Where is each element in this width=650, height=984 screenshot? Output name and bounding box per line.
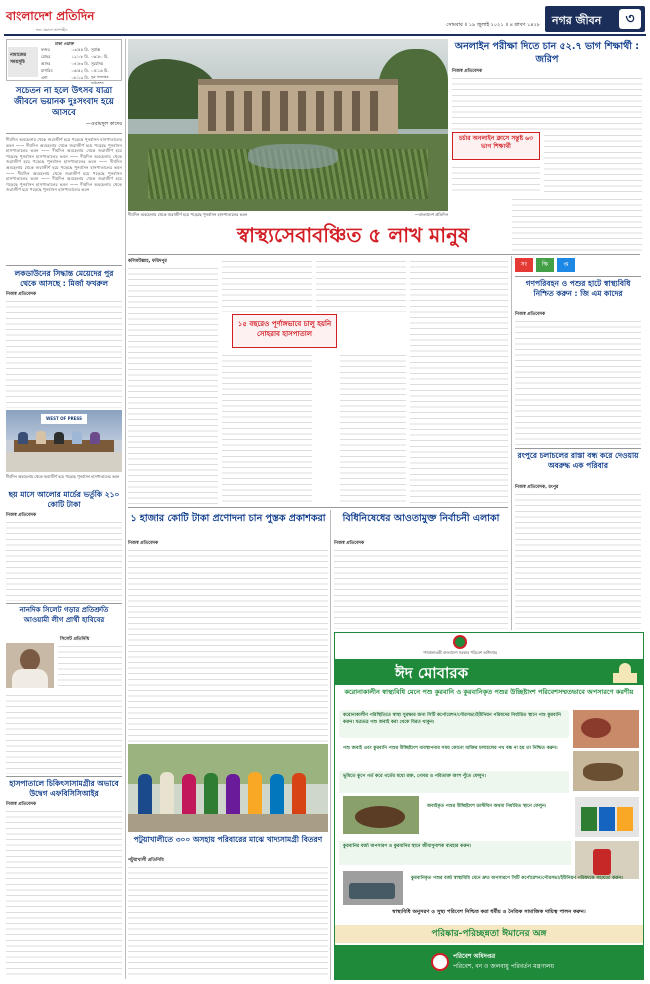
rangpur-body [515, 491, 641, 629]
ad-image-6 [343, 871, 403, 905]
lpg-body [6, 519, 122, 601]
ad-banner-text: পরিষ্কার-পরিচ্ছন্নতা ঈমানের অঙ্গ [431, 929, 547, 939]
rule [128, 507, 508, 508]
press-banner: WEST OF PRESS [41, 414, 87, 424]
sylhet-byline: সিলেট প্রতিনিধি [60, 637, 90, 642]
column-rule [511, 256, 512, 630]
restrictions-body [334, 547, 508, 629]
ad-image-1 [573, 710, 639, 748]
hospital-building-photo [128, 39, 448, 211]
lockdown-body [6, 298, 122, 408]
books-byline: নিজস্ব প্রতিবেদক [128, 541, 159, 546]
online-exam-callout-text: চর্চার অনলাইন ক্লাসে সন্তুষ্ট ৬৩ ভাগ শিক্ষার্থী [459, 135, 533, 150]
online-exam-headline: অনলাইন পরীক্ষা দিতে চান ৫২.৭ ভাগ শিক্ষার্থী : জরিপ [454, 41, 640, 65]
ad-logo [453, 635, 467, 649]
sylhet-body [58, 643, 122, 691]
transport-headline: গণপরিবহন ও পশুর হাটে স্বাস্থ্যবিধি নিশ্চিত করুন : জি এম কাদের [525, 279, 631, 298]
rule [128, 254, 640, 255]
rule [6, 776, 122, 777]
main-photo-caption: দীর্ঘদিন অবহেলায় থেকে জরাজীর্ণ হয়ে পড়েছে পুনর্বাসন হাসপাতালের ভবন —বাংলাদেশ প্রতিদিন [128, 212, 448, 217]
ad-point-6: কুরবানিকৃত পশুর বর্জ্য স্বাস্থ্যবিধি মেনে দ্রুত অপসারণে সিটি কর্পোরেশন/পৌরসভা/ইউনিয়ন পরিষদকে সহায়তা করুন। [411, 876, 624, 881]
quote-block [6, 86, 122, 134]
ad-image-3 [343, 796, 419, 834]
ad-image-2 [573, 751, 639, 791]
transport-byline: নিজস্ব প্রতিবেদক [515, 312, 546, 317]
environment-ad [334, 632, 644, 980]
ad-eid-title: ঈদ মোবারক [395, 664, 469, 682]
main-body-col1 [128, 265, 218, 505]
main-headline: স্বাস্থ্যসেবাবঞ্চিত ৫ লাখ মানুষ [236, 223, 470, 247]
online-exam-body-4 [512, 196, 642, 251]
rule [6, 603, 122, 604]
online-exam-body-3 [452, 164, 540, 192]
ad-subtitle: করোনাকালীন স্বাস্থ্যবিধি মেনে পশু কুরবানি ও কুরবানিকৃত পশুর উচ্ছিষ্টাংশ পরিবেশসম্মতভাবে অপসারণে করণীয় [344, 688, 634, 696]
hospital-body [6, 808, 122, 978]
briefs-tile-3: প্ত [557, 258, 575, 272]
press-photo-caption: দীর্ঘদিন অবহেলায় থেকে জরাজীর্ণ হয়ে পড়েছে পুনর্বাসন হাসপাতালের ভবন [6, 474, 120, 479]
quote-author: —ওবায়দুল কাদের [85, 121, 122, 127]
online-exam-byline: নিজস্ব প্রতিবেদক [452, 69, 483, 74]
rangpur-byline: নিজস্ব প্রতিবেদক, রংপুর [515, 485, 559, 490]
ad-point-4: জবাইকৃত পশুর উচ্ছিষ্টাংশ ডাস্টবিন অথবা নির্ধারিত স্থানে ফেলুন। [427, 804, 547, 809]
ad-footer-logo [431, 953, 449, 971]
prayer-time-box [6, 39, 122, 85]
rangpur-headline: রংপুরে চলাচলের রাস্তা বন্ধ করে দেওয়ায় অবরুদ্ধ এক পরিবার [517, 451, 639, 470]
main-body-col4 [410, 258, 508, 504]
ad-mosque-icon [613, 661, 637, 683]
logo [6, 8, 116, 30]
quote-body-text: দীর্ঘদিন অবহেলায় থেকে জরাজীর্ণ হয়ে পড়েছে পুনর্বাসন হাসপাতালের ভবন —— দীর্ঘদিন অবহেলায় থেকে জরাজীর্ণ হয়ে পড়েছে পুনর্বাসন হাসপাতালের ভবন —— দীর্ঘদিন অবহেলায় থেকে জরাজীর্ণ হয়ে পড়েছে পুনর্বাসন হাসপাতালের ভবন —— দীর্ঘদিন অবহেলায় থেকে জরাজীর্ণ হয়ে পড়েছে পুনর্বাসন হাসপাতালের ভবন —— দীর্ঘদিন অবহেলায় থেকে জরাজীর্ণ হয়ে পড়েছে পুনর্বাসন হাসপাতালের ভবন —— দীর্ঘদিন অবহেলায় থেকে জরাজীর্ণ হয়ে পড়েছে পুনর্বাসন হাসপাতালের ভবন —— দীর্ঘদিন অবহেলায় থেকে জরাজীর্ণ হয়ে পড়েছে পুনর্বাসন হাসপাতালের ভবন —— দীর্ঘদিন অবহেলায় থেকে জরাজীর্ণ হয়ে পড়েছে পুনর্বাসন হাসপাতালের ভবন [6, 137, 122, 193]
tagline: সত্য প্রকাশে আপসহীন [36, 28, 68, 32]
rule [515, 276, 641, 277]
dateline: সোমবার ॥ ১৯ জুলাই ২০২১ ॥ ৪ শ্রাবণ ১৪২৮ [446, 22, 540, 28]
ad-point-3: ভূমিতে কুপে গর্ত করে গর্তের মধ্যে রক্ত, গোবর ও পরিত্যক্ত অংশ পুঁতে ফেলুন। [339, 771, 569, 793]
masthead-rule [4, 34, 646, 36]
ad-point-1: করোনাকালীন পরিস্থিতিতে স্বাস্থ্য সুরক্ষার জন্য সিটি কর্পোরেশন/পৌরসভা/ইউনিয়ন পরিষদের নির্ধারিত স্থানে পশু কুরবানি করুন। যত্রতত্র পশু জবাই করা থেকে বিরত থাকুন। [339, 710, 569, 738]
lockdown-headline: লকডাউনের সিদ্ধান্ত মেয়েদের পুর থেকে আসছে : মির্জা ফখরুল [14, 269, 114, 288]
rule [515, 448, 641, 449]
press-conference-photo [6, 410, 122, 472]
ad-image-4 [575, 797, 639, 837]
hospital-byline: নিজস্ব প্রতিবেদক [6, 802, 37, 807]
ad-point-2: পশু জবাই এবং কুরবানি পশুর উচ্ছিষ্টাংশ ব্যবস্থাপনার সময় কোনো ব্যক্তির চলাচলের পথ বন্ধ না হয় তা নিশ্চিত করুন। [339, 743, 569, 767]
sylhet-headline: নানদিক সিলেট গড়ার প্রতিশ্রুতি আওয়ামী লীগ প্রার্থী হাবিবের [19, 606, 109, 624]
ad-footer-ministry: পরিবেশ, বন ও জলবায়ু পরিবর্তন মন্ত্রণালয় [453, 963, 555, 970]
books-headline: ১ হাজার কোটি টাকা প্রণোদনা চান পুস্তক প্রকাশকরা [130, 513, 326, 524]
ad-closing: স্বাস্থ্যবিধি অনুসরণ ও সুস্থ্য পরিবেশ নিশ্চিত করা ধর্মীয় ও নৈতিক সামাজিক দায়িত্ব পালন করুন। [392, 909, 586, 915]
transport-body [515, 318, 641, 446]
lpg-headline: ছয় মাসে আলোর মার্চের ভর্তুকি ২১০ কোটি টাকা [8, 490, 120, 509]
prayer-extra: সূর্যাস্ত ০৬:৫০ মি. সূর্যোদয় ০৫:১৬ মি. সূত্র: ইসলামিক ফাউন্ডেশন [91, 47, 109, 85]
lockdown-byline: নিজস্ব প্রতিবেদক [6, 292, 37, 297]
rule [6, 265, 122, 266]
online-exam-callout [452, 132, 540, 160]
books-body [128, 547, 328, 742]
main-body-col3 [316, 258, 406, 312]
food-aid-body [128, 864, 328, 978]
food-distribution-photo [128, 744, 328, 832]
briefs-header [515, 258, 641, 272]
ad-footer [335, 945, 643, 979]
main-body-col2 [222, 258, 312, 312]
section-header [545, 6, 645, 32]
hospital-headline: হাসপাতালে চিকিৎসাসামগ্রীর অভাবে উদ্বেগ এফবিসিসিআইর [9, 779, 119, 798]
prayer-box-title: ঢাকা ওয়াক্ত [55, 41, 75, 46]
main-body-col2b [222, 352, 312, 504]
ad-eid-banner [335, 659, 643, 685]
sylhet-body-2 [6, 692, 122, 774]
main-byline: কলিমউল্লাহ, ফরিদপুর [128, 259, 167, 264]
restrictions-headline: বিধিনিষেধের আওতামুক্ত নির্বাচনী এলাকা [342, 513, 500, 524]
ad-point-5: কুরবানির বর্জ্য অপসারণ ও কুরবানির স্থানে জীবাণুনাশক ব্যবহার করুন। [339, 841, 571, 865]
main-callout [232, 314, 337, 348]
lpg-byline: নিজস্ব প্রতিবেদক [6, 513, 37, 518]
main-body-col3b [340, 352, 406, 504]
column-rule [125, 39, 126, 979]
main-callout-text: ১৫ বছরেও পূর্ণাঙ্গভাবে চালু হয়নি সোহরাব হাসপাতাল [237, 320, 332, 338]
food-aid-byline: পটুয়াখালী প্রতিনিধি [128, 858, 164, 863]
logo-text: বাংলাদেশ প্রতিদিন [6, 9, 95, 23]
online-exam-body-2 [544, 132, 642, 192]
ad-banner [335, 925, 643, 943]
food-aid-headline: পটুয়াখালীতে ৩০০ অসহায় পরিবারের মাঝে খাদ্যসামগ্রী বিতরণ [133, 835, 323, 844]
restrictions-byline: নিজস্ব প্রতিবেদক [334, 541, 365, 546]
ad-footer-org: পরিবেশ অধিদপ্তর [453, 953, 496, 960]
ad-sponsor: গণপ্রজাতন্ত্রী বাংলাদেশ সরকার পরিবেশ অধিদপ্তর [423, 650, 497, 655]
prayer-rows: ফজর ০৩:৫৫ মি. যোহর ১২:০৮ মি. আসর ০৪:৪৩ মি. মাগরিব ০৬:৫২ মি. এশা ০৮:১৯ মি. [41, 47, 89, 80]
page-number: ৩ [619, 9, 641, 29]
briefs-tile-2: ক্ষি [536, 258, 554, 272]
candidate-portrait [6, 643, 54, 688]
quote-text: সচেতন না হলে উৎসব যাত্রা জীবনে ভয়ানক দুঃসংবাদ হয়ে আসবে [14, 86, 114, 118]
briefs-tile-1: সং [515, 258, 533, 272]
online-exam-body [452, 75, 642, 130]
section-title: নগর জীবন [552, 14, 602, 27]
column-rule [330, 510, 331, 980]
prayer-box-label: নামাজের সময়সূচি [8, 47, 38, 77]
